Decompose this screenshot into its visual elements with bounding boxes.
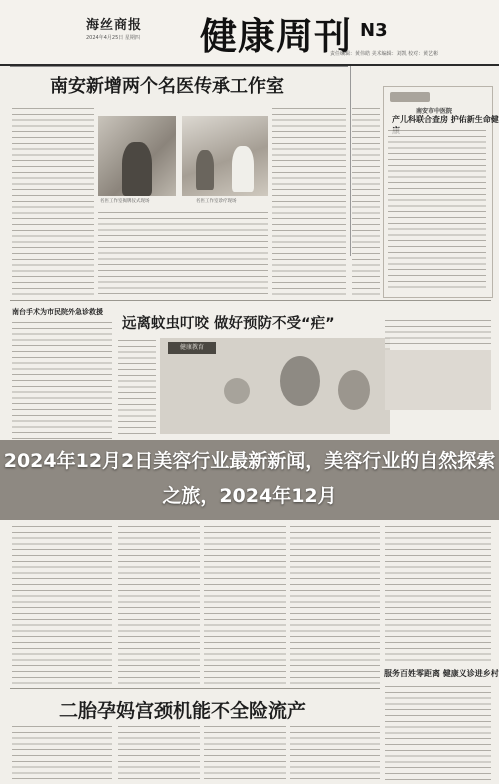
paper-name: 海丝商报 bbox=[86, 18, 143, 33]
overlay-title: 2024年12月2日美容行业最新新闻，美容行业的自然探索之旅，2024年12月 bbox=[3, 450, 496, 507]
hospital-logo bbox=[390, 92, 430, 102]
photo-caption-2: 名医工作室诊疗现场 bbox=[196, 199, 237, 204]
sidebar-kicker: 南安市中医院 bbox=[416, 108, 453, 115]
article-text-column bbox=[118, 524, 200, 684]
divider bbox=[10, 66, 348, 67]
article-text-column bbox=[272, 106, 346, 296]
article-text-column bbox=[204, 524, 286, 684]
sidebar-headline: 产儿科联合查房 护佑新生命健 bbox=[392, 115, 499, 124]
article-text-column bbox=[12, 524, 112, 684]
left-headline: 南台手术为市民院外急诊救援 bbox=[12, 308, 103, 316]
article-text-column bbox=[12, 724, 112, 782]
section-title: 健康周刊 bbox=[200, 14, 352, 58]
sidebar-image bbox=[385, 350, 491, 410]
health-education-tag: 健康教育 bbox=[168, 342, 216, 354]
right-headline: 服务百姓零距离 健康义诊进乡村 bbox=[384, 669, 499, 678]
middle-headline: 远离蚊虫叮咬 做好预防不受“疟” bbox=[122, 316, 335, 332]
article-text-column bbox=[385, 318, 491, 348]
article-text-column bbox=[352, 106, 380, 296]
article-text-column bbox=[98, 210, 268, 296]
article-text-column bbox=[118, 338, 156, 438]
top-headline: 南安新增两个名医传承工作室 bbox=[50, 76, 284, 97]
sidebar-text bbox=[388, 128, 486, 290]
editor-credits: 责任编辑：黄伟皓 美术编辑：刘凯 校对：黄艺彬 bbox=[330, 51, 439, 57]
divider bbox=[10, 688, 380, 689]
bottom-headline: 二胎孕妈宫颈机能不全险流产 bbox=[59, 700, 307, 722]
article-text-column bbox=[290, 724, 380, 782]
article-text-column bbox=[12, 106, 94, 296]
article-text-column bbox=[385, 684, 491, 782]
photo-caption-1: 名医工作室揭牌仪式现场 bbox=[100, 199, 150, 204]
article-text-column bbox=[118, 724, 200, 782]
column-divider bbox=[350, 66, 351, 256]
article-text-column bbox=[12, 320, 112, 440]
article-text-column bbox=[385, 524, 491, 662]
divider bbox=[10, 300, 491, 301]
article-text-column bbox=[204, 724, 286, 782]
article-text-column bbox=[290, 524, 380, 684]
photo-clinic bbox=[182, 116, 268, 196]
issue-date: 2024年4月25日 星期四 bbox=[86, 35, 140, 41]
section-number: N3 bbox=[360, 20, 388, 41]
photo-ceremony bbox=[98, 116, 176, 196]
